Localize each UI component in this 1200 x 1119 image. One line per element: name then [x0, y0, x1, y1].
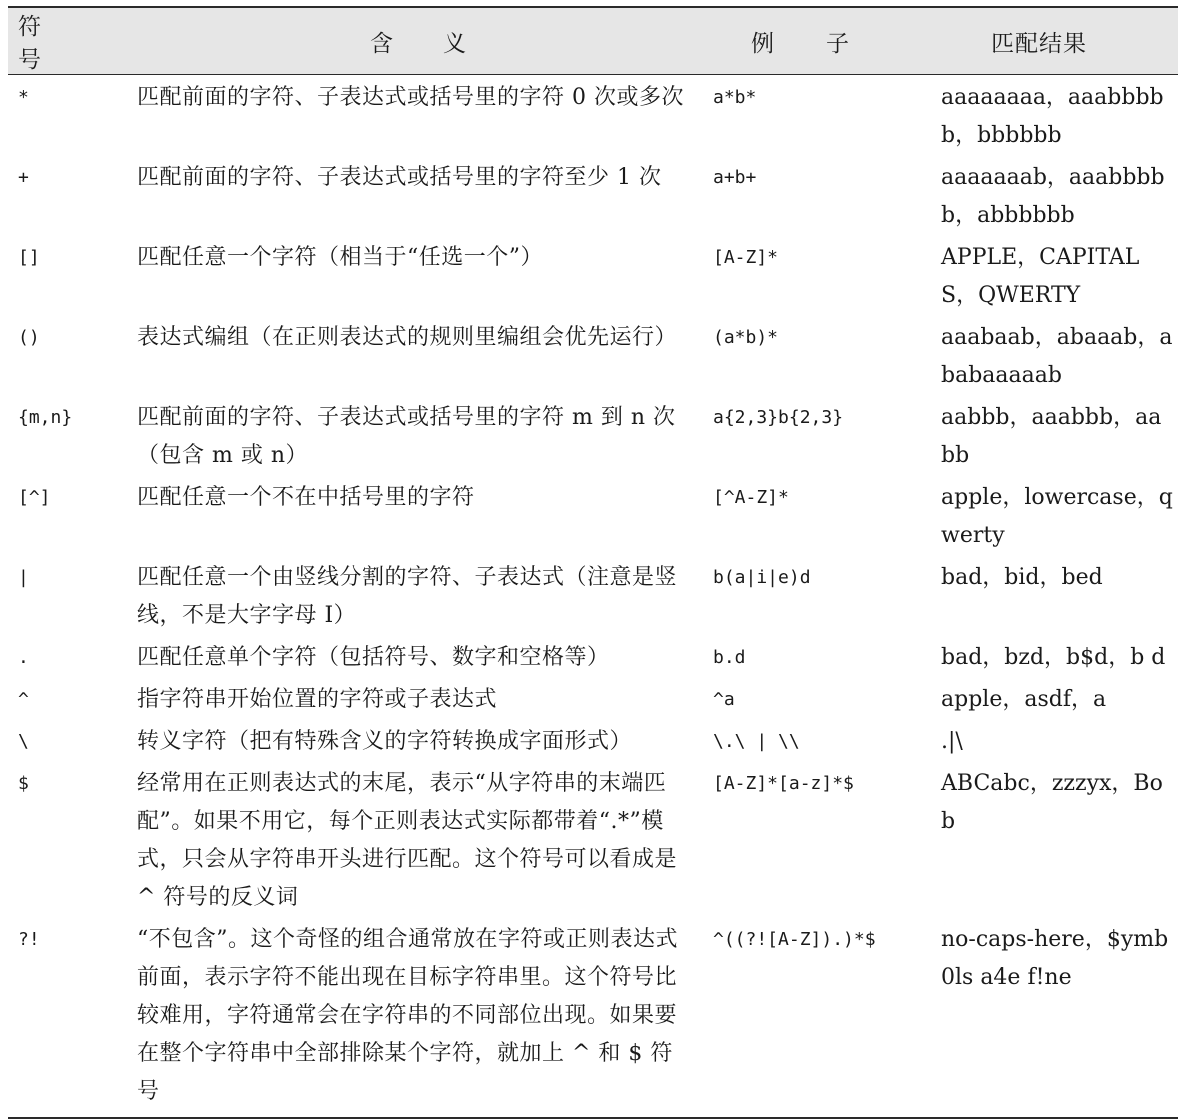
result-cell: aaabaab，abaaab，ababaaaaab: [941, 325, 1173, 388]
result-cell: bad，bzd，b$d，b d: [941, 645, 1166, 670]
example-cell: b.d: [713, 647, 746, 668]
result-cell: apple，asdf，a: [941, 687, 1107, 712]
meaning-cell: 匹配任意一个字符（相当于“任选一个”）: [137, 245, 543, 270]
symbol-cell: (): [18, 327, 40, 348]
meaning-cell: 匹配任意单个字符（包括符号、数字和空格等）: [137, 645, 610, 670]
table-row: [8, 761, 1178, 917]
table-row: [8, 155, 1178, 235]
table-row: [8, 917, 1178, 1118]
symbol-cell: []: [18, 247, 40, 268]
symbol-cell: $: [18, 773, 29, 794]
table-row: [8, 475, 1178, 555]
result-cell: no-caps-here，$ymb0ls a4e f!ne: [921, 917, 1178, 1118]
table-header-row: [8, 7, 1178, 75]
result-cell: aabbb，aaabbb，aabb: [941, 405, 1162, 468]
meaning-cell: 匹配任意一个不在中括号里的字符: [137, 485, 475, 510]
meaning-cell: 匹配前面的字符、子表达式或括号里的字符 m 到 n 次（包含 m 或 n）: [137, 405, 676, 468]
symbol-cell: |: [18, 567, 29, 588]
header-meaning: 含义: [129, 7, 707, 75]
table-row: [8, 555, 1178, 635]
symbol-cell: *: [18, 87, 29, 108]
table-row: [8, 315, 1178, 395]
example-cell: [A-Z]*: [713, 247, 779, 268]
meaning-cell: 匹配前面的字符、子表达式或括号里的字符至少 1 次: [137, 165, 662, 190]
table-row: [8, 395, 1178, 475]
symbol-cell: ?!: [8, 917, 129, 1118]
result-cell: ABCabc，zzzyx，Bob: [941, 771, 1163, 834]
result-cell: .|\: [941, 729, 963, 754]
meaning-cell: 经常用在正则表达式的末尾，表示“从字符串的末端匹配”。如果不用它，每个正则表达式实际都带着“.*”模式，只会从字符串开头进行匹配。这个符号可以看成是 ^ 符号的反义词: [137, 771, 678, 910]
example-cell: ^((?![A-Z]).)*$: [707, 917, 921, 1118]
table-row: [8, 677, 1178, 719]
meaning-cell: 匹配任意一个由竖线分割的字符、子表达式（注意是竖线，不是大字字母 I）: [137, 565, 678, 628]
result-cell: aaaaaaaa，aaabbbbb，bbbbbb: [941, 85, 1164, 148]
meaning-cell: 匹配前面的字符、子表达式或括号里的字符 0 次或多次: [137, 85, 684, 110]
example-cell: ^a: [713, 689, 735, 710]
example-cell: (a*b)*: [713, 327, 779, 348]
table-row: [8, 719, 1178, 761]
example-cell: a{2,3}b{2,3}: [713, 407, 844, 428]
example-cell: a*b*: [713, 87, 757, 108]
header-symbol: 符号: [8, 7, 129, 75]
symbol-cell: ^: [18, 689, 29, 710]
symbol-cell: .: [18, 647, 29, 668]
header-result: 匹配结果: [921, 7, 1178, 75]
meaning-cell: 指字符串开始位置的字符或子表达式: [137, 687, 498, 712]
example-cell: [A-Z]*[a-z]*$: [713, 773, 854, 794]
symbol-cell: \: [18, 731, 29, 752]
regex-symbol-table: [8, 6, 1178, 1119]
meaning-cell: 表达式编组（在正则表达式的规则里编组会优先运行）: [137, 325, 678, 350]
symbol-cell: +: [18, 167, 29, 188]
table-row: [8, 75, 1178, 156]
example-cell: [^A-Z]*: [713, 487, 789, 508]
result-cell: apple，lowercase，qwerty: [941, 485, 1173, 548]
table-row: [8, 635, 1178, 677]
example-cell: b(a|i|e)d: [713, 567, 811, 588]
meaning-cell: “不包含”。这个奇怪的组合通常放在字符或正则表达式前面，表示字符不能出现在目标字符串里。这个符号比较难用，字符通常会在字符串的不同部位出现。如果要在整个字符串中全部排除某个字符，就加上 ^ 和 $ 符号: [129, 917, 707, 1118]
example-cell: a+b+: [713, 167, 757, 188]
result-cell: APPLE，CAPITALS，QWERTY: [941, 245, 1140, 308]
symbol-cell: [^]: [18, 487, 51, 508]
result-cell: bad，bid，bed: [941, 565, 1103, 590]
symbol-cell: {m,n}: [18, 407, 73, 428]
example-cell: \.\ | \\: [713, 731, 800, 752]
meaning-cell: 转义字符（把有特殊含义的字符转换成字面形式）: [137, 729, 633, 754]
header-example: 例子: [707, 7, 921, 75]
result-cell: aaaaaaab，aaabbbbb，abbbbbb: [941, 165, 1165, 228]
table-row: [8, 235, 1178, 315]
